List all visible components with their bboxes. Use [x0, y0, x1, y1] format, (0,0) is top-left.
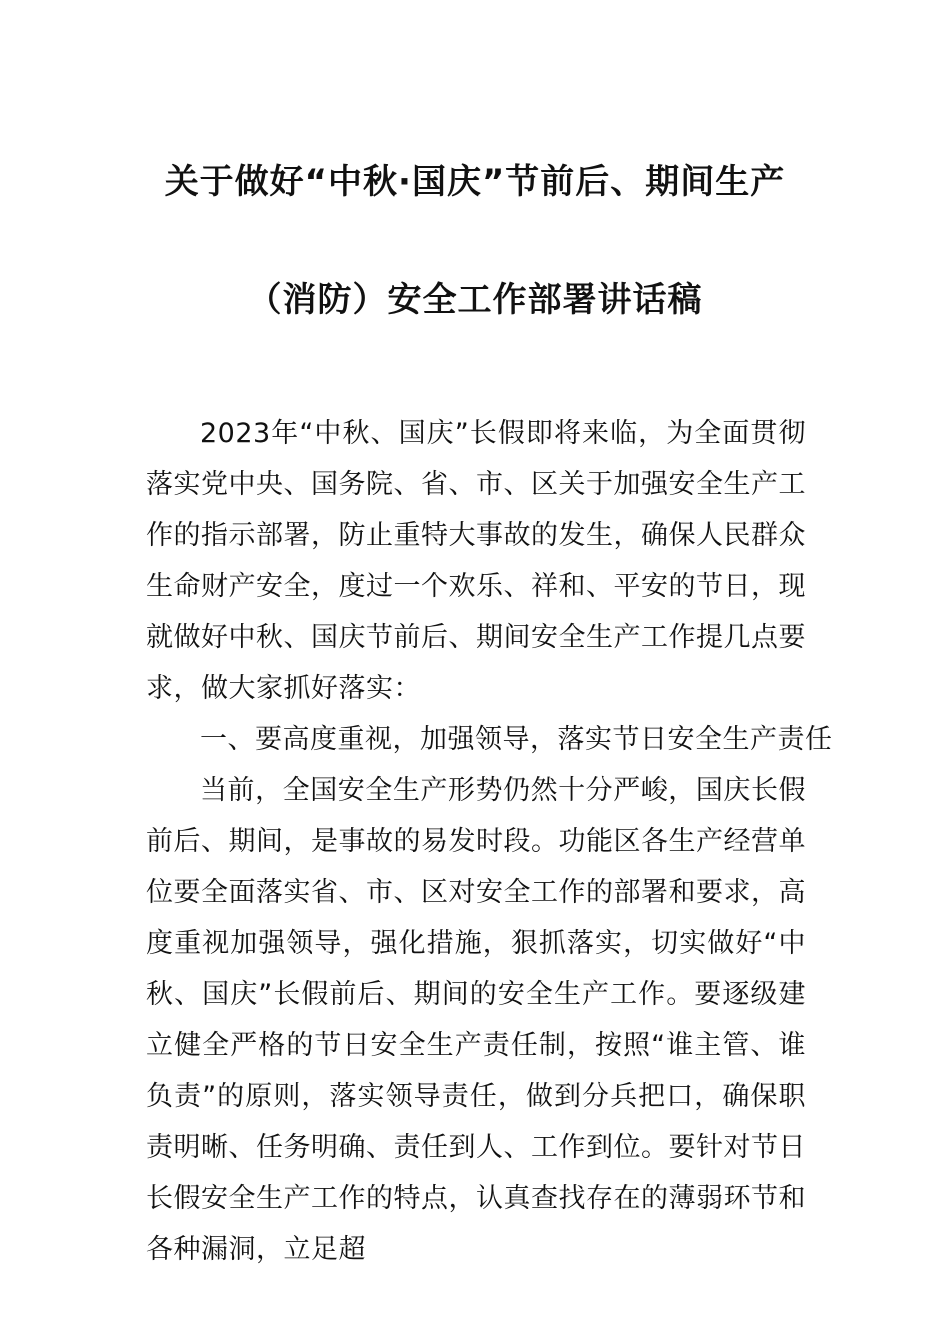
document-title-line-1: 关于做好“中秋·国庆”节前后、期间生产	[164, 162, 786, 202]
section-heading-1: 一、要高度重视，加强领导，落实节日安全生产责任	[200, 724, 833, 755]
section-1-paragraph: 当前，全国安全生产形势仍然十分严峻，国庆长假前后、期间，是事故的易发时段。功能区各生产经营单位要全面落实省、市、区对安全工作的部署和要求，高度重视加强领导，强化措施，狠抓落实，切实做好“中秋、国庆”长假前后、期间的安全生产工作。要逐级建立健全严格的节日安全生产责任制，按照“谁主管、谁负责”的原则，落实领导责任，做到分兵把口，确保职责明晰、任务明确、责任到人、工作到位。要针对节日长假安全生产工作的特点，认真查找存在的薄弱环节和各种漏洞，立足超	[146, 775, 806, 1265]
document-title-line-2: （消防）安全工作部署讲话稿	[247, 280, 703, 320]
intro-paragraph: 2023年“中秋、国庆”长假即将来临，为全面贯彻落实党中央、国务院、省、市、区关于加强安全生产工作的指示部署，防止重特大事故的发生，确保人民群众生命财产安全，度过一个欢乐、祥和、平安的节日，现就做好中秋、国庆节前后、期间安全生产工作提几点要求，做大家抓好落实：	[146, 418, 806, 704]
document-body	[146, 408, 833, 1275]
